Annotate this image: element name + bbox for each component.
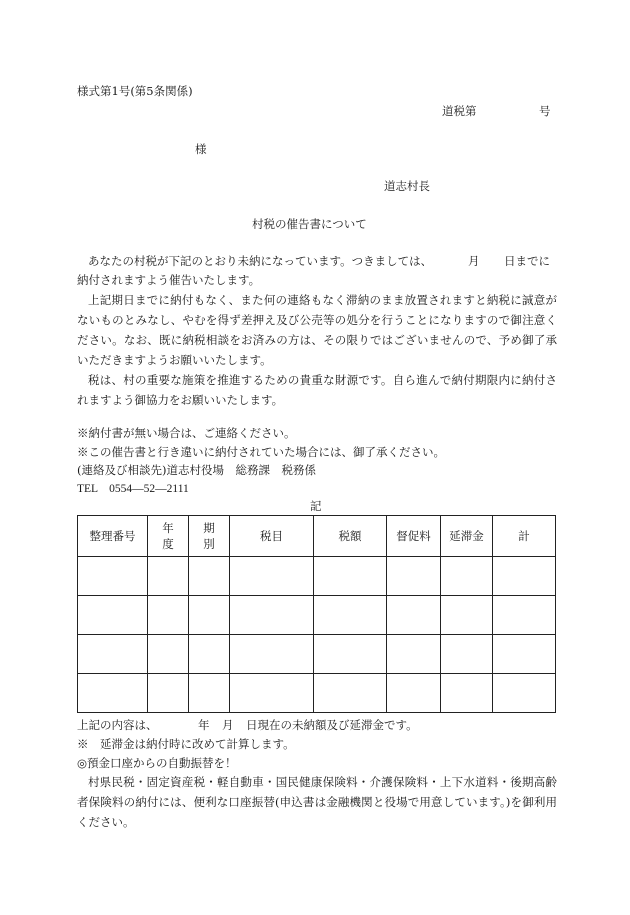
table-cell	[493, 635, 556, 674]
body-paragraph-1-start: あなたの村税が下記のとおり未納になっています。つきましては、	[88, 254, 433, 268]
table-row	[78, 596, 556, 635]
header-late-fee: 延滞金	[441, 516, 493, 557]
table-cell	[441, 596, 493, 635]
arrears-table	[77, 515, 556, 713]
table-cell	[230, 557, 314, 596]
status-date-month: 月	[222, 718, 234, 732]
table-cell	[441, 557, 493, 596]
header-tax-item: 税目	[230, 516, 314, 557]
sender-name: 道志村長	[384, 179, 430, 193]
table-cell	[441, 635, 493, 674]
header-tax-amount: 税額	[314, 516, 387, 557]
table-cell	[230, 596, 314, 635]
contact-telephone: TEL 0554―52―2111	[77, 483, 189, 495]
table-cell	[314, 596, 387, 635]
table-cell	[387, 557, 441, 596]
document-number-suffix: 号	[539, 104, 551, 118]
table-cell	[148, 557, 189, 596]
header-period: 期別	[189, 516, 230, 557]
table-cell	[314, 557, 387, 596]
status-date-suffix: 日現在の未納額及び延滞金です。	[246, 718, 418, 732]
table-row	[78, 674, 556, 713]
document-number-prefix: 道税第	[442, 104, 477, 118]
table-cell	[314, 674, 387, 713]
autopay-body: 村県民税・固定資産税・軽自動車・国民健康保険料・介護保険料・上下水道料・後期高齢者保険料の納付には、便利な口座振替(申込書は金融機関と役場で用意しています。)を御利用ください。	[77, 775, 557, 829]
body-paragraph-2: 上記期日までに納付もなく、また何の連絡もなく滞納のまま放置されますと納税に誠意がないものとみなし、やむを得ず差押え及び公売等の処分を行うことになりますので御注意ください。なお、既に納税相談をお済みの方は、その限りではございませんので、予め御了承いただきますようお願いいたします。	[77, 293, 557, 367]
table-row	[78, 635, 556, 674]
ki-heading: 記	[310, 499, 322, 513]
header-serial-number: 整理番号	[78, 516, 148, 557]
header-total: 計	[493, 516, 556, 557]
table-cell	[148, 674, 189, 713]
addressee-honorific: 様	[195, 142, 207, 156]
table-cell	[493, 557, 556, 596]
table-cell	[78, 596, 148, 635]
table-cell	[148, 635, 189, 674]
note-already-paid: ※この催告書と行き違いに納付されていた場合には、御了承ください。	[77, 445, 445, 459]
table-cell	[230, 674, 314, 713]
table-cell	[387, 596, 441, 635]
table-cell	[314, 635, 387, 674]
body-paragraph-3: 税は、村の重要な施策を推進するための貴重な財源です。自ら進んで納付期限内に納付されますよう御協力をお願いいたします。	[77, 373, 557, 407]
table-cell	[78, 674, 148, 713]
table-cell	[78, 557, 148, 596]
table-cell	[387, 635, 441, 674]
document-title: 村税の催告書について	[252, 217, 367, 231]
status-date-year: 年	[198, 718, 210, 732]
table-cell	[189, 635, 230, 674]
table-cell	[441, 674, 493, 713]
header-demand-fee: 督促料	[387, 516, 441, 557]
table-cell	[493, 596, 556, 635]
table-cell	[189, 596, 230, 635]
table-cell	[387, 674, 441, 713]
header-fiscal-year: 年度	[148, 516, 189, 557]
body-paragraph-1-end: 納付されますよう催告いたします。	[77, 273, 261, 287]
table-cell	[78, 635, 148, 674]
status-date-prefix: 上記の内容は、	[77, 718, 158, 732]
body-paragraph-1-month: 月	[468, 254, 480, 268]
table-cell	[230, 635, 314, 674]
table-row	[78, 557, 556, 596]
form-label: 様式第1号(第5条関係)	[77, 84, 193, 98]
table-cell	[493, 674, 556, 713]
table-cell	[189, 674, 230, 713]
body-paragraph-1-day: 日までに	[504, 254, 550, 268]
table-header-row	[78, 516, 556, 557]
late-fee-note: ※ 延滞金は納付時に改めて計算します。	[77, 737, 295, 751]
note-no-payment-slip: ※納付書が無い場合は、ご連絡ください。	[77, 426, 296, 440]
table-cell	[148, 596, 189, 635]
table-cell	[189, 557, 230, 596]
autopay-heading: ◎預金口座からの自動振替を！	[77, 756, 237, 770]
contact-info: (連絡及び相談先)道志村役場 総務課 税務係	[77, 463, 316, 477]
